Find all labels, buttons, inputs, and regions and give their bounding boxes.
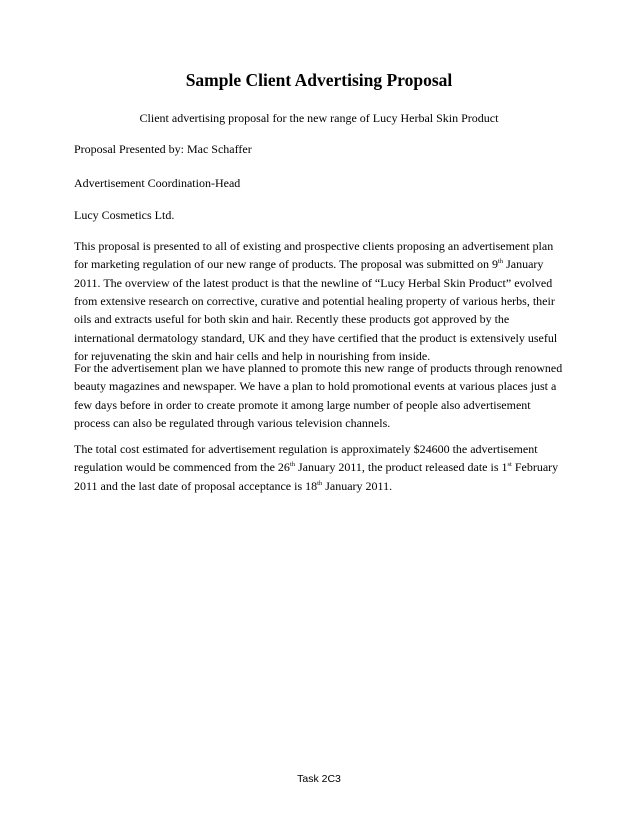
ordinal-suffix: th [498,258,504,266]
paragraph-cost-text-3: February 2011 and the last date of proposal acceptance is 18 [74,460,559,493]
ordinal-suffix: st [507,461,512,469]
paragraph-cost [74,440,568,495]
ordinal-suffix: th [317,479,323,487]
ordinal-suffix: th [289,461,295,469]
paragraph-overview-text-2: January 2011. The overview of the latest product is that the newline of “Lucy Herbal Skin Product” evolved from extensive research on corrective, curative and potential healing property of various herbs, their oils and extracts useful for both skin and hair. Recently these products got approved by the international dermatology standard, UK and they have certified that the product is extensively useful for rejuvenating the skin and hair cells and help in nourishing from inside. [74,257,558,364]
position-line: Advertisement Coordination-Head [74,176,241,190]
presented-by-line: Proposal Presented by: Mac Schaffer [74,142,252,156]
paragraph-overview-text-1: This proposal is presented to all of existing and prospective clients proposing an advertisement plan for marketing regulation of our new range of products. The proposal was submitted on 9 [74,239,554,272]
paragraph-overview [74,237,568,365]
paragraph-cost-text-1: The total cost estimated for advertisement regulation is approximately $24600 the advertisement regulation would be commenced from the 26 [74,442,538,475]
company-line: Lucy Cosmetics Ltd. [74,208,175,222]
document-subtitle: Client advertising proposal for the new range of Lucy Herbal Skin Product [139,111,499,125]
paragraph-cost-text-2: January 2011, the product released date is 1 [295,460,508,475]
paragraph-advertisement-plan: For the advertisement plan we have planned to promote this new range of products through renowned beauty magazines and newspaper. We have a plan to hold promotional events at various places just a few days before in order to create promote it among large number of people also advertisement process can also be regulated through various television channels. [74,361,563,431]
document-title: Sample Client Advertising Proposal [185,70,453,90]
paragraph-cost-text-4: January 2011. [322,478,393,493]
page-footer: Task 2C3 [297,773,341,785]
